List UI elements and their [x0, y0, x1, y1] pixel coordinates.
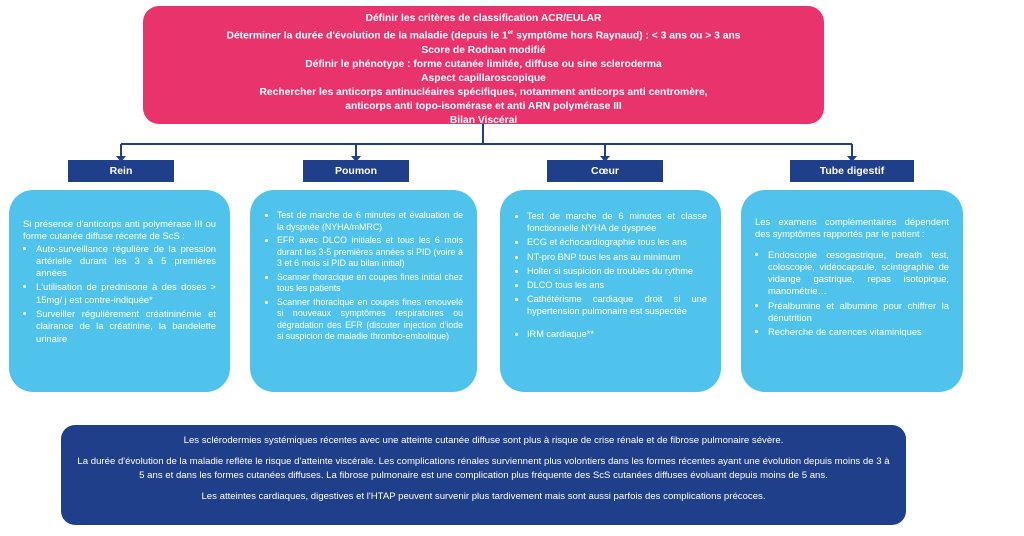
top-line-1: Définir les critères de classification ACR/EULAR [365, 13, 602, 24]
card-poumon [250, 190, 477, 392]
bottom-summary-box [61, 425, 906, 525]
top-line-3: Score de Rodnan modifié [421, 44, 546, 56]
card-rein [9, 190, 230, 392]
top-line-5: Aspect capillaroscopique [421, 72, 546, 84]
coeur-list [514, 210, 707, 318]
coeur-extra-list [514, 328, 707, 340]
list-item: • Surveiller régulièrement créatininémie et clairance de la créatinine, la bandelette urinaire [36, 308, 216, 345]
top-line-7: anticorps anti topo-isomérase et anti ARN polymérase III [345, 100, 622, 112]
list-item: • L'utilisation de prednisone à des doses > 15mg/ j est contre-indiquée* [36, 281, 216, 306]
list-item: • Auto-surveillance régulière de la pression artérielle durant les 3 à 5 premières années [36, 243, 216, 280]
card-coeur [500, 190, 721, 392]
top-line-8: Bilan Viscéral [449, 115, 518, 127]
top-line-6: Rechercher les anticorps antinucléaires spécifiques, notamment anticorps anti centromère, [259, 86, 708, 98]
rein-list [23, 243, 216, 345]
list-item: • Cathétérisme cardiaque droit si une hypertension pulmonaire est suspectée [527, 293, 707, 317]
list-item: • Scanner thoracique en coupes fines initial chez tous les patients [277, 272, 463, 295]
top-line-2-end: symptôme hors Raynaud) : < 3 ans ou > 3 ans [513, 30, 741, 42]
top-line-2-superscript: er [507, 30, 514, 37]
list-item: • Recherche de carences vitaminiques [768, 326, 949, 338]
header-poumon: Poumon [303, 160, 409, 182]
rein-intro: Si présence d'anticorps anti polymérase III ou forme cutanée diffuse récente de ScS : [23, 218, 216, 242]
list-item: • Test de marche de 6 minutes et évaluation de la dyspnée (NYHA/mMRC) [277, 210, 463, 233]
list-item: • IRM cardiaque** [527, 328, 707, 340]
top-line-4: Définir le phénotype : forme cutanée limitée, diffuse ou sine scleroderma [305, 58, 662, 70]
summary-paragraph-1: Les sclérodermies systémiques récentes avec une atteinte cutanée diffuse sont plus à risque de crise rénale et de fibrose pulmonaire sévère. [183, 435, 784, 446]
top-line-2-start: Déterminer la durée d'évolution de la maladie (depuis le 1 [226, 30, 508, 42]
list-item: • ECG et échocardiographie tous les ans [527, 236, 707, 248]
poumon-list [264, 210, 463, 343]
header-tube-digestif: Tube digestif [790, 160, 914, 182]
list-item: • Endoscopie œsogastrique, breath test, coloscopie, vidéocapsule, scintigraphie de vidange gastrique, repas isotopique, manométrie… [768, 249, 949, 298]
header-rein: Rein [68, 160, 174, 182]
list-item: • Holter si suspicion de troubles du rythme [527, 265, 707, 277]
digestif-list [755, 249, 949, 339]
list-item: • Test de marche de 6 minutes et classe fonctionnelle NYHA de dyspnée [527, 210, 707, 234]
summary-paragraph-2: La durée d'évolution de la maladie reflète le risque d'atteinte viscérale. Les complications rénales surviennent plus volontiers dans les formes récentes ayant une évolution depuis moins de 3 à 5 ans et dans les formes cutanées diffuses. La fibrose pulmonaire est une complication plus fréquente des ScS cutanées diffuses évoluant depuis moins de 5 ans. [77, 456, 890, 481]
list-item: • NT-pro BNP tous les ans au minimum [527, 251, 707, 263]
digestif-intro: Les examens complémentaires dépendent des symptômes rapportés par le patient : [755, 216, 949, 240]
list-item: • Préalbumine et albumine pour chiffrer la dénutrition [768, 300, 949, 325]
summary-paragraph-3: Les atteintes cardiaques, digestives et l'HTAP peuvent survenir plus tardivement mais sont aussi parfois des complications précoces. [201, 490, 766, 502]
list-item: • DLCO tous les ans [527, 279, 707, 291]
list-item: • Scanner thoracique en coupes fines renouvelé si nouveaux symptômes respiratoires ou dégradation des EFR (discuter injection d'iode si suspicion de maladie thrombo-embolique) [277, 297, 463, 343]
header-coeur: Cœur [547, 160, 663, 182]
card-tube-digestif [741, 190, 963, 392]
list-item: • EFR avec DLCO initiales et tous les 6 mois durant les 3-5 premières années si PID (voire à 3 et 6 mois si PID au bilan initial) [277, 235, 463, 270]
